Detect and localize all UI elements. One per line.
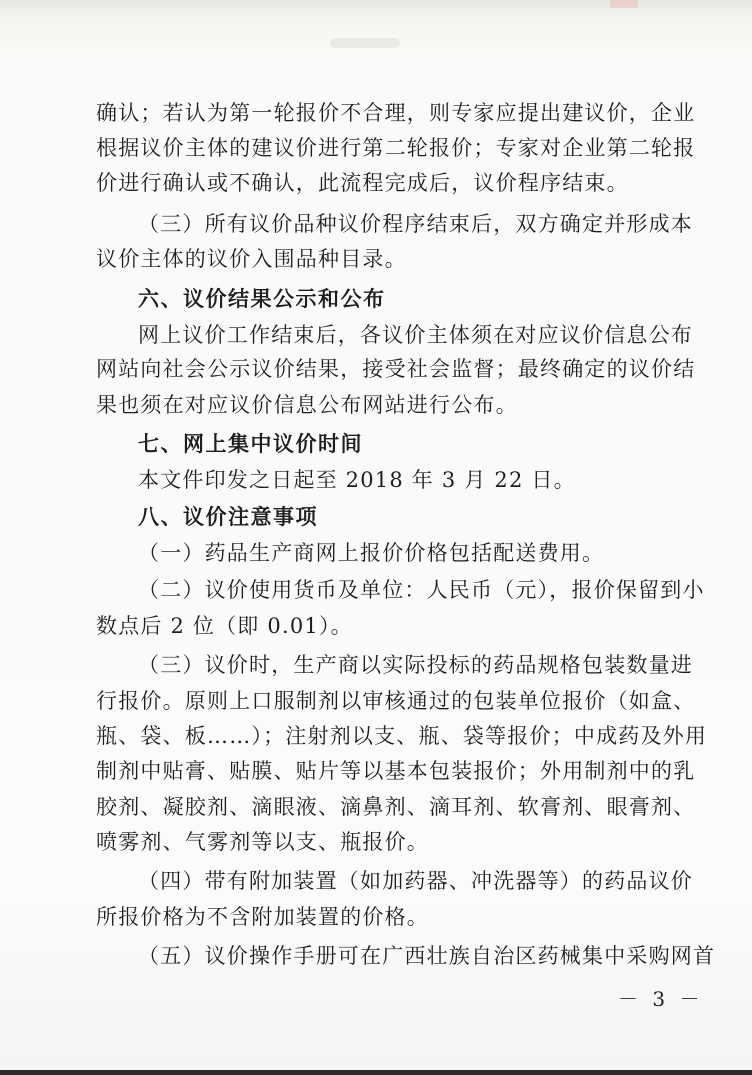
text-line: （二）议价使用货币及单位：人民币（元），报价保留到小 [138,578,705,602]
text-line: （三）所有议价品种议价程序结束后，双方确定并形成本 [138,212,693,236]
text-line: 议价主体的议价入围品种目录。 [96,247,407,271]
text-line: 喷雾剂、气雾剂等以支、瓶报价。 [96,830,429,854]
text-line: 所报价格为不含附加装置的价格。 [96,905,429,929]
scan-stamp-mark [610,0,638,8]
page-number: － 3 － [618,987,704,1011]
scan-top-shadow [0,0,752,18]
scan-bleed-through [330,38,400,48]
text-line: 行报价。原则上口服制剂以审核通过的包装单位报价（如盒、 [96,689,696,713]
text-line: 果也须在对应议价信息公布网站进行公布。 [96,393,518,417]
text-line: 胶剂、凝胶剂、滴眼液、滴鼻剂、滴耳剂、软膏剂、眼膏剂、 [96,795,696,819]
text-line: 价进行确认或不确认，此流程完成后，议价程序结束。 [96,171,629,195]
text-line: 数点后 2 位（即 0.01）。 [96,614,353,638]
section-heading-7: 七、网上集中议价时间 [138,432,363,456]
section-heading-6: 六、议价结果公示和公布 [138,287,386,311]
text-line: 本文件印发之日起至 2018 年 3 月 22 日。 [138,468,576,492]
text-line: 根据议价主体的建议价进行第二轮报价；专家对企业第二轮报 [96,136,696,160]
text-line: （三）议价时，生产商以实际投标的药品规格包装数量进 [138,653,693,677]
section-heading-8: 八、议价注意事项 [138,505,318,529]
text-line: 网上议价工作结束后，各议价主体须在对应议价信息公布 [138,323,693,347]
text-line: 制剂中贴膏、贴膜、贴片等以基本包装报价；外用制剂中的乳 [96,759,696,783]
text-line: 网站向社会公示议价结果，接受社会监督；最终确定的议价结 [96,357,696,381]
text-line: 瓶、袋、板……）；注射剂以支、瓶、袋等报价；中成药及外用 [96,724,708,748]
text-line: （四）带有附加装置（如加药器、冲洗器等）的药品议价 [138,869,693,893]
text-line: （一）药品生产商网上报价价格包括配送费用。 [138,541,605,565]
text-line: （五）议价操作手册可在广西壮族自治区药械集中采购网首 [138,944,716,968]
text-line: 确认；若认为第一轮报价不合理，则专家应提出建议价，企业 [96,101,696,125]
scan-bottom-edge [0,1070,752,1075]
